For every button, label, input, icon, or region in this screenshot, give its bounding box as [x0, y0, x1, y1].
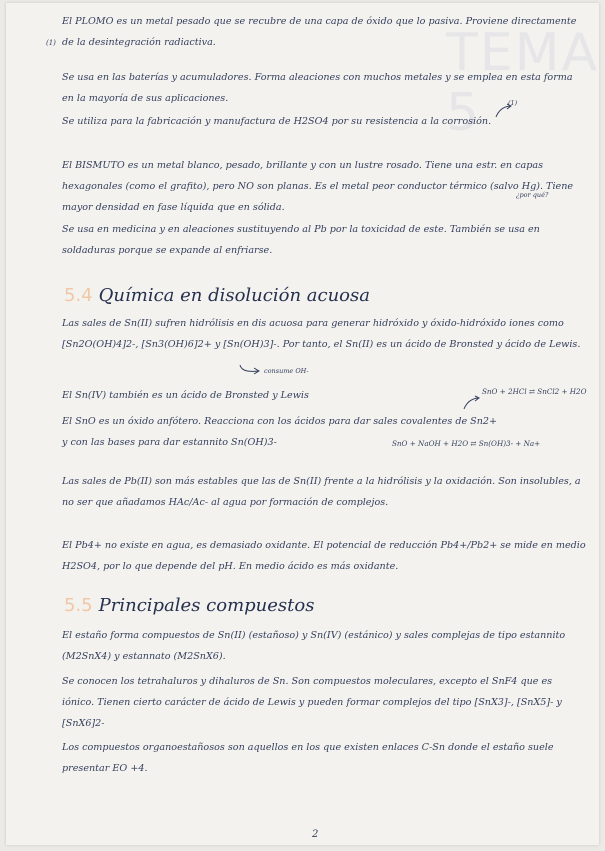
section-number: 5.5	[64, 595, 93, 616]
paragraph-bismuto-uso: Se usa en medicina y en aleaciones sustituyendo al Pb por la toxicidad de este. También se usa en soldaduras porque se expande al enfriarse.	[62, 224, 540, 256]
paragraph-estano-compuestos: El estaño forma compuestos de Sn(II) (estañoso) y Sn(IV) (estánico) y sales complejas de tipo estannito (M2SnX4) y estannato (M2SnX6).	[62, 630, 566, 662]
paragraph-bismuto: El BISMUTO es un metal blanco, pesado, brillante y con un lustre rosado. Tiene una estr. en capas hexagonales (como el grafito), pero NO son planas. Es el metal peor conductor térmico (salvo Hg). Tiene mayor densidad en fase líquida que en sólida.	[62, 160, 574, 213]
curved-arrow-icon	[462, 395, 482, 411]
section-title: Principales compuestos	[98, 595, 315, 616]
paragraph-plomo-fabricacion: Se utiliza para la fabricación y manufactura de H2SO4 por su resistencia a la corrosión.	[62, 116, 492, 127]
paragraph-sno: El SnO es un óxido anfótero. Reacciona con los ácidos para dar sales covalentes de Sn2+ y con las bases para dar estannito Sn(OH)3-	[62, 416, 498, 448]
notebook-page	[6, 3, 599, 845]
paragraph-plomo-uso: Se usa en las baterías y acumuladores. Forma aleaciones con muchos metales y se emplea en esta forma en la mayoría de sus aplicaciones.	[62, 72, 573, 104]
equation-sno-base: SnO + NaOH + H2O ⇄ Sn(OH)3- + Na+	[392, 439, 541, 448]
paragraph-sn-iv: El Sn(IV) también es un ácido de Bronsted y Lewis	[62, 390, 309, 401]
section-title: Química en disolución acuosa	[98, 285, 370, 306]
curved-arrow-icon	[494, 103, 514, 119]
paragraph-pb-sales: Las sales de Pb(II) son más estables que las de Sn(II) frente a la hidrólisis y la oxidación. Son insolubles, a no ser que añadamos HAc/Ac- al agua por formación de complejos.	[62, 476, 581, 508]
resistencia-note-mark: (1)	[508, 99, 518, 107]
equation-sno-acid: SnO + 2HCl ⇄ SnCl2 + H2O	[482, 387, 587, 396]
footnote-mark: (1)	[46, 39, 56, 47]
background-heading: TEMA 5	[446, 23, 599, 143]
por-que-note: ¿por qué?	[516, 191, 549, 199]
page-number: 2	[312, 829, 319, 840]
paragraph-haluros: Se conocen los tetrahaluros y dihaluros de Sn. Son compuestos moleculares, excepto el SnF4 que es iónico. Tienen cierto carácter de ácido de Lewis y pueden formar complejos del tipo [SnX3]-, [SnX5]- y [SnX6]2-	[62, 676, 562, 729]
paragraph-pb4: El Pb4+ no existe en agua, es demasiado oxidante. El potencial de reducción Pb4+/Pb2+ se mide en medio H2SO4, por lo que depende del pH. En medio ácido es más oxidante.	[62, 540, 586, 572]
paragraph-sn-hidrolisis: Las sales de Sn(II) sufren hidrólisis en dis acuosa para generar hidróxido y óxido-hidróxido iones como [Sn2O(OH)4]2-, [Sn3(OH)6]2+ y [Sn(OH)3]-. Por tanto, el Sn(II) es un ácido de Bronsted y ácido de Lewis.	[62, 318, 581, 350]
section-heading-5-5	[64, 595, 314, 616]
hook-arrow-icon	[238, 363, 262, 377]
section-number: 5.4	[64, 285, 93, 306]
section-heading-5-4	[64, 285, 370, 306]
consume-oh-note: consume OH-	[264, 367, 309, 375]
paragraph-plomo: El PLOMO es un metal pesado que se recubre de una capa de óxido que lo pasiva. Proviene directamente de la desintegración radiactiva.	[62, 16, 577, 48]
paragraph-organoestanosos: Los compuestos organoestañosos son aquellos en los que existen enlaces C-Sn donde el estaño suele presentar EO +4.	[62, 742, 554, 774]
